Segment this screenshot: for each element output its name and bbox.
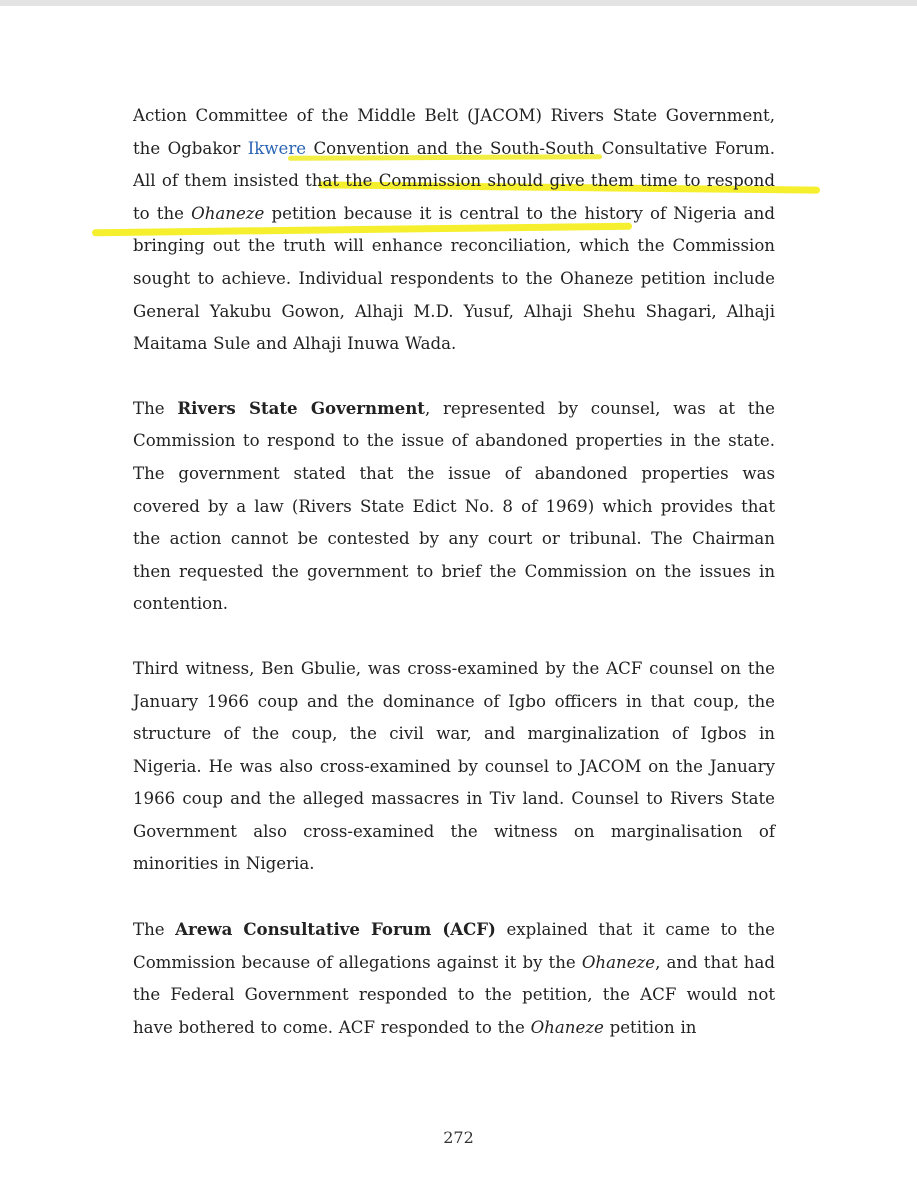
paragraph-jacom-respondents [133, 100, 775, 361]
page-body [133, 100, 775, 1044]
paragraph-rivers-state [133, 392, 775, 621]
paragraph-text: , represented by counsel, was at the Commission to respond to the issue of abandoned properties in the state. The government stated that the issue of abandoned properties was covered by a law (Rivers State Edict No. 8 of 1969) which provides that the action cannot be contested by any court or tribunal. The Chairman then requested the government to brief the Commission on the issues in contention. [133, 398, 775, 614]
paragraph-text: Third witness, Ben Gbulie, was cross-examined by the ACF counsel on the January 1966 coup and the dominance of Igbo officers in that coup, the structure of the coup, the civil war, and marginalization of Igbos in Nigeria. He was also cross-examined by counsel to JACOM on the January 1966 coup and the alleged massacres in Tiv land. Counsel to Rivers State Government also cross-examined the witness on marginalisation of minorities in Nigeria. [133, 658, 775, 874]
bold-term: Rivers State Government [177, 397, 425, 418]
paragraph-third-witness [133, 653, 775, 881]
paragraph-text: Action Committee of the Middle Belt (JACOM) Rivers State Government, the Ogbakor [133, 106, 775, 158]
bold-term: Arewa Consultative Forum (ACF) [175, 919, 496, 940]
paragraph-arewa-forum [133, 913, 775, 1044]
selected-word-ikwere: Ikwere [247, 138, 307, 158]
paragraph-text: , and that had the Federal Government responded to the petition, the ACF would not have bothered to come. ACF responded to the [133, 952, 775, 1037]
italic-term: Ohaneze [191, 203, 265, 223]
paragraph-text: petition because it is central to the history of Nigeria and bringing out the truth will enhance reconciliation, which the Commission sought to achieve. Individual respondents to the Ohaneze petition include General Yakubu Gowon, Alhaji M.D. Yusuf, Alhaji Shehu Shagari, Alhaji Maitama Sule and Alhaji Inuwa Wada. [133, 203, 775, 354]
paragraph-text: Convention and the South-South Consultative Forum. All of them insisted that the Commission should give them time to respond to the [133, 138, 775, 223]
paragraph-text: The [133, 398, 178, 418]
paragraph-text: explained that it came to the Commission because of allegations against it by the [133, 920, 775, 972]
italic-term: Ohaneze [581, 952, 656, 972]
paragraph-text: The [133, 920, 176, 940]
italic-term: Ohaneze [530, 1017, 604, 1037]
paragraph-text: petition in [603, 1017, 697, 1037]
page-top-edge [0, 0, 917, 6]
page-number: 272 [443, 1128, 474, 1147]
